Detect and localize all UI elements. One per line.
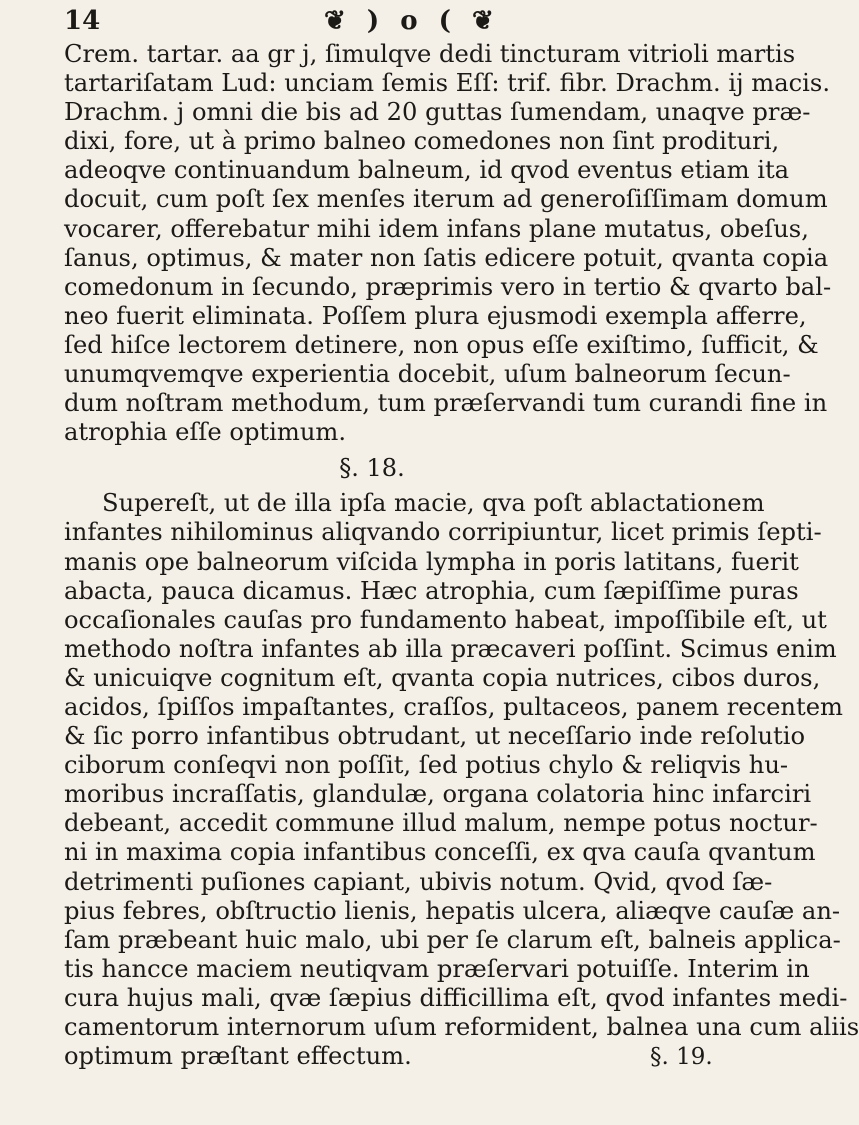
- paragraph-1: [64, 40, 832, 447]
- page-header: [64, 4, 744, 44]
- text-line: tis hancce maciem neutiqvam præſervari potuiſſe. Interim in: [64, 954, 810, 983]
- header-ornament: ❦ ) o ( ❦: [324, 6, 500, 36]
- text-line: occaſionales cauſas pro fundamento habeat, impoſſibile eſt, ut: [64, 605, 827, 634]
- text-line: camentorum internorum uſum reformident, balnea una cum aliis: [64, 1013, 859, 1041]
- text-line: vocarer, offerebatur mihi idem infans plane mutatus, obeſus,: [64, 214, 809, 243]
- text-line: ſed hiſce lectorem detinere, non opus eſſe exiſtimo, ſufficit, &: [64, 330, 819, 359]
- section-heading: §. 18.: [339, 454, 405, 483]
- text-line: ſam præbeant huic malo, ubi per ſe clarum eſt, balneis applica-: [64, 925, 841, 954]
- text-line: atrophia eſſe optimum.: [64, 418, 347, 447]
- text-line: dixi, fore, ut à primo balneo comedones non ſint prodituri,: [64, 127, 780, 156]
- paragraph-2: [64, 489, 859, 1071]
- text-line: tartariſatam Lud: unciam ſemis Eſſ: trif. fibr. Drachm. ij macis.: [64, 69, 831, 98]
- text-line: methodo noſtra infantes ab illa præcaveri poſſint. Scimus enim: [64, 634, 837, 663]
- text-line: abacta, pauca dicamus. Hæc atrophia, cum ſæpiſſime puras: [64, 576, 799, 605]
- text-line: & unicuiqve cognitum eſt, qvanta copia nutrices, cibos duros,: [64, 663, 821, 692]
- text-line: manis ope balneorum viſcida lympha in poris latitans, fuerit: [64, 547, 799, 576]
- text-line: acidos, ſpiſſos impaſtantes, craſſos, pultaceos, panem recentem: [64, 692, 843, 721]
- catchword: §. 19.: [650, 1044, 713, 1070]
- text-line: neo fuerit eliminata. Poſſem plura ejusmodi exempla afferre,: [64, 301, 807, 330]
- text-line: Crem. tartar. aa gr j, ſimulqve dedi tincturam vitrioli martis: [64, 40, 796, 68]
- text-line: cura hujus mali, qvæ ſæpius difficillima eſt, qvod infantes medi-: [64, 983, 848, 1012]
- text-line: detrimenti puſiones capiant, ubivis notum. Qvid, qvod ſæ-: [64, 867, 773, 896]
- text-line: unumqvemqve experientia docebit, uſum balneorum ſecun-: [64, 360, 791, 389]
- text-line: moribus incraſſatis, glandulæ, organa colatoria hinc infarciri: [64, 780, 812, 809]
- text-line: Supereſt, ut de illa ipſa macie, qva poſt ablactationem: [102, 489, 765, 518]
- text-line: ſanus, optimus, & mater non ſatis edicere potuit, qvanta copia: [64, 243, 829, 272]
- page-number: 14: [64, 6, 101, 36]
- text-line: dum noſtram methodum, tum præſervandi tum curandi fine in: [64, 389, 828, 418]
- text-line: optimum præſtant effectum.: [64, 1042, 412, 1071]
- text-line: ni in maxima copia infantibus conceſſi, ex qva cauſa qvantum: [64, 838, 816, 867]
- text-line: comedonum in ſecundo, præprimis vero in tertio & qvarto bal-: [64, 272, 832, 301]
- text-line: docuit, cum poſt ſex menſes iterum ad generoſiſſimam domum: [64, 185, 828, 214]
- text-line: debeant, accedit commune illud malum, nempe potus noctur-: [64, 809, 818, 838]
- body-text: [64, 40, 859, 1071]
- text-line: adeoqve continuandum balneum, id qvod eventus etiam ita: [64, 156, 790, 185]
- text-line: Drachm. j omni die bis ad 20 guttas ſumendam, unaqve præ-: [64, 98, 811, 127]
- text-line: ciborum conſeqvi non poſſit, ſed potius chylo & reliqvis hu-: [64, 751, 789, 780]
- text-line: pius febres, obſtructio lienis, hepatis ulcera, aliæqve cauſæ an-: [64, 896, 841, 925]
- text-line: infantes nihilominus aliqvando corripiuntur, licet primis ſepti-: [64, 518, 822, 547]
- text-line: & ſic porro infantibus obtrudant, ut neceſſario inde reſolutio: [64, 722, 806, 751]
